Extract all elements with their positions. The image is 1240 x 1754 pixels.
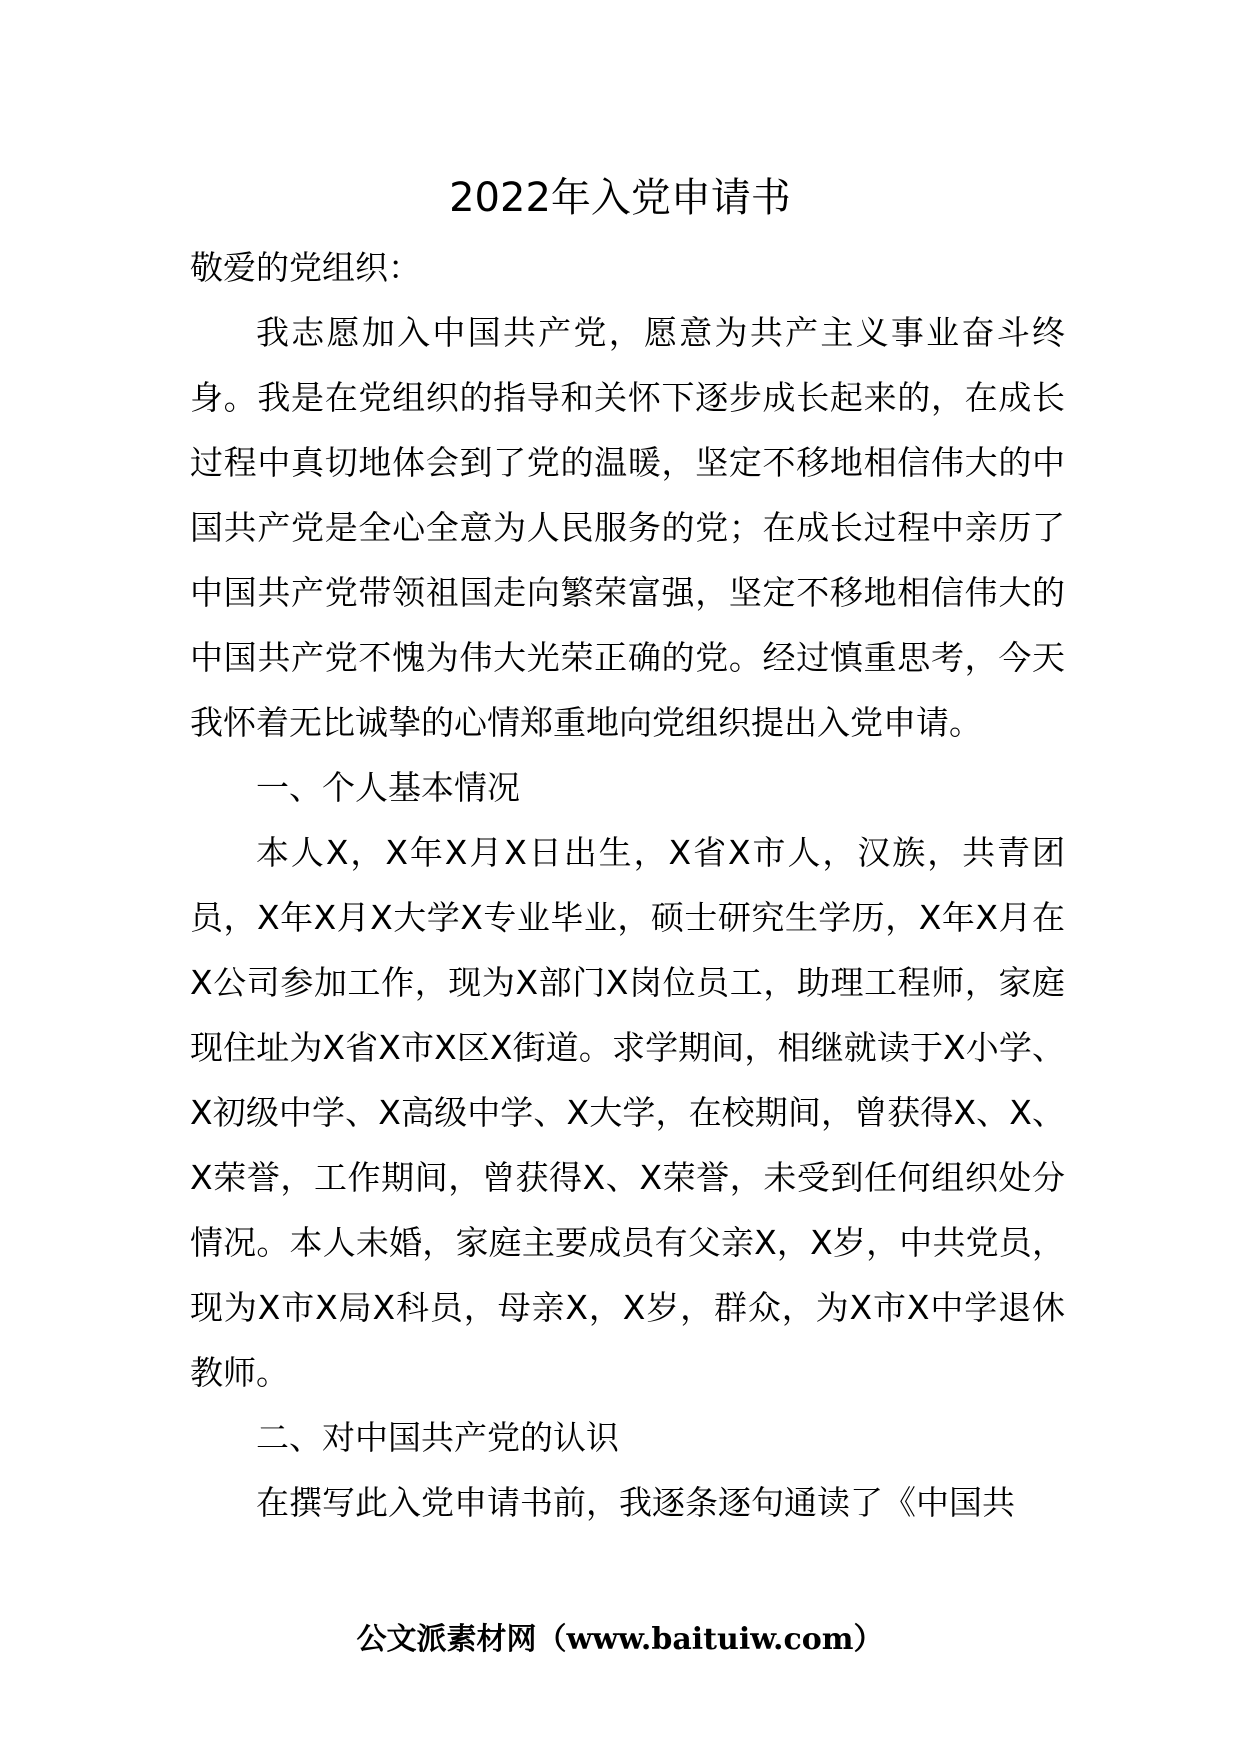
paragraph-intro: 我志愿加入中国共产党，愿意为共产主义事业奋斗终身。我是在党组织的指导和关怀下逐步成长起来的，在成长过程中真切地体会到了党的温暖，坚定不移地相信伟大的中国共产党是全心全意为人民服务的党；在成长过程中亲历了中国共产党带领祖国走向繁荣富强，坚定不移地相信伟大的中国共产党不愧为伟大光荣正确的党。经过慎重思考，今天我怀着无比诚挚的心情郑重地向党组织提出入党申请。 [190,313,1065,742]
section-heading-party-understanding: 二、对中国共产党的认识 [256,1418,619,1457]
paragraph-party-understanding: 在撰写此入党申请书前，我逐条逐句通读了《中国共 [256,1483,1015,1522]
footer-watermark: 公文派素材网（www.baituiw.com） [356,1622,884,1657]
document-title: 2022年入党申请书 [449,175,791,221]
section-heading-personal-info: 一、个人基本情况 [256,768,520,807]
salutation: 敬爱的党组织： [190,248,421,287]
paragraph-personal-info: 本人X，X年X月X日出生，X省X市人，汉族，共青团员，X年X月X大学X专业毕业，硕士研究生学历，X年X月在X公司参加工作，现为X部门X岗位员工，助理工程师，家庭现住址为X省X市X区X街道。求学期间，相继就读于X小学、X初级中学、X高级中学、X大学，在校期间，曾获得X、X、X荣誉，工作期间，曾获得X、X荣誉，未受到任何组织处分情况。本人未婚，家庭主要成员有父亲X，X岁，中共党员，现为X市X局X科员，母亲X，X岁，群众，为X市X中学退休教师。 [190,833,1065,1392]
document-body [190,235,1065,1535]
